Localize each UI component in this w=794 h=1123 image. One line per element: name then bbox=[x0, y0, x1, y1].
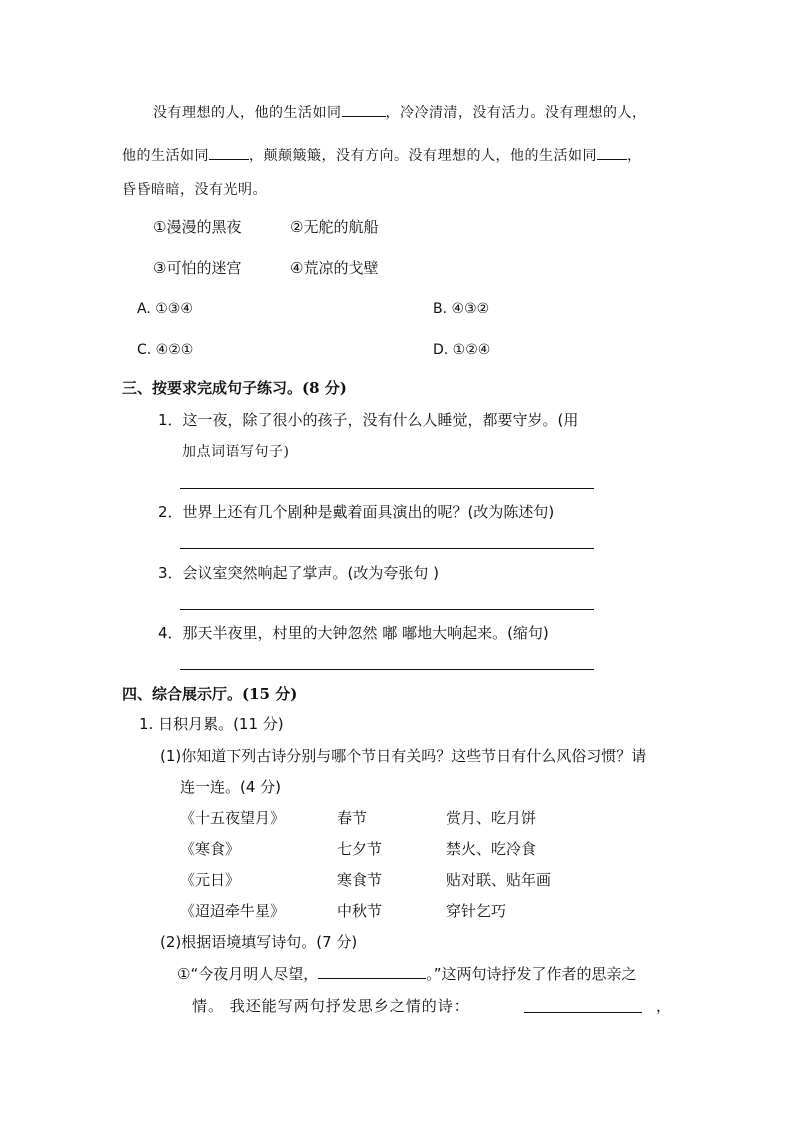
passage-text: 他的生活如同 bbox=[122, 148, 209, 164]
option-2: ②无舵的航船 bbox=[290, 218, 379, 236]
question-1-line-1: 1．这一夜，除了很小的孩子，没有什么人睡觉，都要守岁。(用 bbox=[158, 411, 579, 429]
answer-blank[interactable] bbox=[524, 1012, 642, 1013]
custom-item[interactable]: 穿针乞巧 bbox=[446, 902, 507, 920]
custom-item[interactable]: 赏月、吃月饼 bbox=[446, 809, 537, 827]
passage-text: 没有理想的人，他的生活如同 bbox=[153, 105, 342, 121]
festival-item[interactable]: 寒食节 bbox=[337, 871, 383, 889]
option-4: ④荒凉的戈壁 bbox=[290, 259, 379, 277]
answer-line[interactable] bbox=[180, 488, 594, 489]
choice-d[interactable]: D. ①②④ bbox=[433, 342, 491, 358]
answer-line[interactable] bbox=[180, 609, 594, 610]
question-2: 2．世界上还有几个剧种是戴着面具演出的呢？(改为陈述句) bbox=[158, 503, 555, 521]
passage-line-1 bbox=[153, 102, 647, 123]
fill-blank[interactable] bbox=[209, 145, 249, 160]
passage-line-3 bbox=[122, 180, 267, 200]
question-3: 3．会议室突然响起了掌声。(改为夸张句 ) bbox=[158, 564, 440, 582]
fill-text: ①“今夜月明人尽望， bbox=[177, 965, 319, 983]
section-3-heading: 三、按要求完成句子练习。(8 分) bbox=[122, 379, 347, 397]
fill-line-2 bbox=[192, 996, 470, 1016]
answer-line[interactable] bbox=[180, 669, 594, 670]
option-1: ①漫漫的黑夜 bbox=[153, 218, 242, 236]
poem-item[interactable]: 《十五夜望月》 bbox=[180, 809, 286, 827]
fill-blank[interactable] bbox=[342, 102, 386, 117]
custom-item[interactable]: 贴对联、贴年画 bbox=[446, 871, 552, 889]
fill-blank[interactable] bbox=[318, 964, 426, 979]
choice-a[interactable]: A. ①③④ bbox=[137, 301, 193, 317]
custom-item[interactable]: 禁火、吃冷食 bbox=[446, 840, 537, 858]
choice-c[interactable]: C. ④②① bbox=[137, 342, 194, 358]
passage-text: ，冷冷清清，没有活力。没有理想的人， bbox=[385, 105, 647, 121]
sub-question-1-line-2: 连一连。(4 分) bbox=[180, 778, 282, 796]
fill-text: 。”这两句诗抒发了作者的思亲之 bbox=[426, 965, 637, 983]
passage-text: ， bbox=[627, 148, 642, 164]
festival-item[interactable]: 中秋节 bbox=[337, 902, 383, 920]
fill-line-1 bbox=[177, 964, 637, 984]
poem-item[interactable]: 《迢迢牵牛星》 bbox=[180, 902, 286, 920]
question-1-line-2: 加点词语写句子) bbox=[182, 444, 290, 460]
poem-item[interactable]: 《元日》 bbox=[180, 871, 241, 889]
item-1-title: 1. 日积月累。(11 分) bbox=[139, 715, 284, 733]
section-4-heading: 四、综合展示厅。(15 分) bbox=[122, 685, 298, 703]
option-3: ③可怕的迷宫 bbox=[153, 259, 242, 277]
fill-blank[interactable] bbox=[597, 145, 627, 160]
answer-line[interactable] bbox=[180, 548, 594, 549]
choice-b[interactable]: B. ④③② bbox=[433, 301, 490, 317]
fill-comma: ， bbox=[656, 997, 672, 1015]
sub-question-1-line-1: (1)你知道下列古诗分别与哪个节日有关吗？这些节日有什么风俗习惯？请 bbox=[160, 747, 647, 765]
passage-text: 昏昏暗暗，没有光明。 bbox=[122, 182, 267, 198]
fill-text: 情。 我还能写两句抒发思乡之情的诗： bbox=[192, 997, 470, 1015]
festival-item[interactable]: 七夕节 bbox=[337, 840, 383, 858]
festival-item[interactable]: 春节 bbox=[337, 809, 368, 827]
passage-text: ，颠颠簸簸，没有方向。没有理想的人，他的生活如同 bbox=[249, 148, 597, 164]
question-4: 4．那天半夜里，村里的大钟忽然 嘟 嘟地大响起来。(缩句) bbox=[158, 624, 549, 642]
sub-question-2: (2)根据语境填写诗句。(7 分) bbox=[160, 933, 358, 951]
poem-item[interactable]: 《寒食》 bbox=[180, 840, 241, 858]
passage-line-2 bbox=[122, 145, 642, 166]
